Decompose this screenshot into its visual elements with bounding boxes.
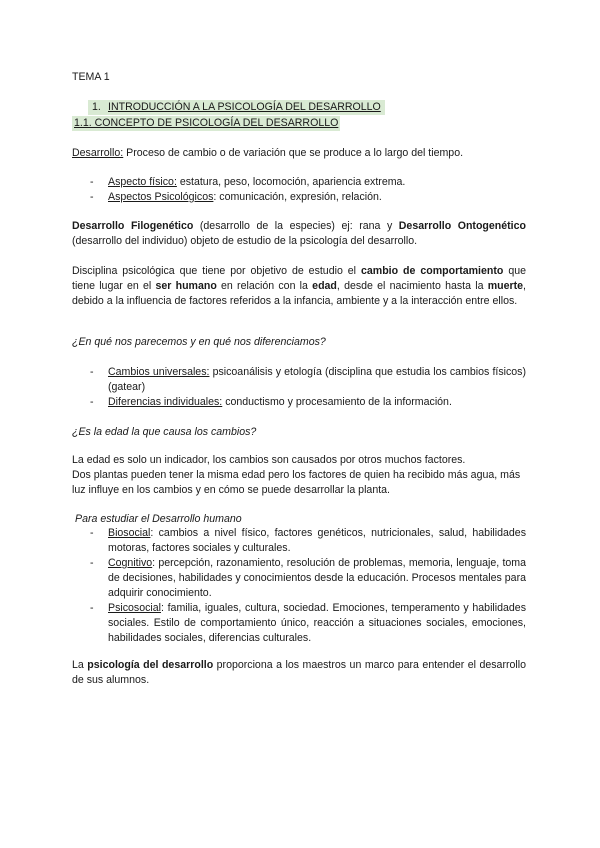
edad-paragraph <box>72 453 526 498</box>
tema-label: TEMA 1 <box>72 71 110 83</box>
text-run: La <box>72 659 88 671</box>
question-parecemos: ¿En qué nos parecemos y en qué nos diferenciamos? <box>72 336 326 348</box>
aspect-text: estatura, peso, locomoción, apariencia extrema. <box>176 176 406 188</box>
heading-concepto: 1.1. CONCEPTO DE PSICOLOGÍA DEL DESARROLLO <box>74 117 339 129</box>
heading-text: INTRODUCCIÓN A LA PSICOLOGÍA DEL DESARROLLO <box>108 101 381 113</box>
text-run: Disciplina psicológica que tiene por objetivo de estudio el <box>72 265 361 277</box>
list-item <box>72 395 526 410</box>
changes-list <box>72 365 526 410</box>
definition-term: Desarrollo: <box>72 147 124 159</box>
study-term: Biosocial <box>108 527 151 539</box>
study-text: : cambios a nivel físico, factores genéticos, nutricionales, salud, habilidades motoras, factores sociales y culturales. <box>108 527 526 554</box>
aspects-list <box>72 175 526 205</box>
disciplina-paragraph <box>72 264 526 309</box>
dash-bullet: - <box>90 557 94 569</box>
aspect-term: Aspectos Psicológicos <box>108 191 214 203</box>
bold-term: psicología del desarrollo <box>87 659 214 671</box>
aspect-text: : comunicación, expresión, relación. <box>213 191 382 203</box>
change-text: psicoanálisis y etología (disciplina que estudia los cambios físicos) (gatear) <box>108 366 526 393</box>
dash-bullet: - <box>90 527 94 539</box>
edad-line: La edad es solo un indicador, los cambios son causados por otros muchos factores. <box>72 454 466 466</box>
question-edad: ¿Es la edad la que causa los cambios? <box>72 426 257 438</box>
change-text: conductismo y procesamiento de la información. <box>222 396 452 408</box>
text-run: (desarrollo de la especies) ej: rana y <box>193 220 399 232</box>
change-term: Diferencias individuales: <box>108 396 223 408</box>
text-run: , debido a la influencia de factores referidos a la infancia, ambiente y a la interacción entre ellos. <box>72 280 526 307</box>
list-item <box>72 365 526 395</box>
heading-introduccion <box>88 100 385 115</box>
filogenetico-paragraph <box>72 219 526 249</box>
definition-text: Proceso de cambio o de variación que se produce a lo largo del tiempo. <box>123 147 464 159</box>
dash-bullet: - <box>90 176 94 188</box>
bold-term: muerte <box>487 280 524 292</box>
bold-term: ser humano <box>155 280 217 292</box>
text-run: en relación con la <box>216 280 313 292</box>
text-run: (desarrollo del individuo) objeto de estudio de la psicología del desarrollo. <box>72 235 418 247</box>
list-item <box>72 175 526 190</box>
study-term: Psicosocial <box>108 602 161 614</box>
text-run: , desde el nacimiento hasta la <box>336 280 488 292</box>
study-title: Para estudiar el Desarrollo humano <box>75 513 242 525</box>
dash-bullet: - <box>90 191 94 203</box>
bold-term: Desarrollo Ontogenético <box>398 220 526 232</box>
dash-bullet: - <box>90 396 94 408</box>
study-term: Cognitivo <box>108 557 153 569</box>
edad-line: Dos plantas pueden tener la misma edad pero los factores de quien ha recibido más agua, más luz influye en los cambios y en cómo se puede desarrollar la planta. <box>72 469 521 496</box>
list-item <box>72 190 526 205</box>
final-paragraph <box>72 658 526 688</box>
study-list <box>72 526 526 646</box>
change-term: Cambios universales: <box>108 366 210 378</box>
heading-number: 1. <box>92 101 101 113</box>
study-text: : familia, iguales, cultura, sociedad. Emociones, temperamento y habilidades sociales. Estilo de comportamiento único, reacción a situaciones sociales, emociones, habilidades sociales, diferencias culturales. <box>108 602 526 644</box>
dash-bullet: - <box>90 366 94 378</box>
list-item <box>72 601 526 646</box>
list-item <box>72 556 526 601</box>
bold-term: Desarrollo Filogenético <box>72 220 194 232</box>
aspect-term: Aspecto físico: <box>108 176 177 188</box>
list-item <box>72 526 526 556</box>
text-run: proporciona a los maestros un marco para entender el desarrollo de sus alumnos. <box>72 659 526 686</box>
study-text: : percepción, razonamiento, resolución de problemas, memoria, lenguaje, toma de decisiones, habilidades y conocimientos desde la educación. Procesos mentales para adquirir conocimiento. <box>108 557 526 599</box>
dash-bullet: - <box>90 602 94 614</box>
bold-term: edad <box>312 280 337 292</box>
text-run: que tiene lugar en el <box>72 265 526 292</box>
bold-term: cambio de comportamiento <box>361 265 504 277</box>
desarrollo-definition <box>72 146 526 161</box>
